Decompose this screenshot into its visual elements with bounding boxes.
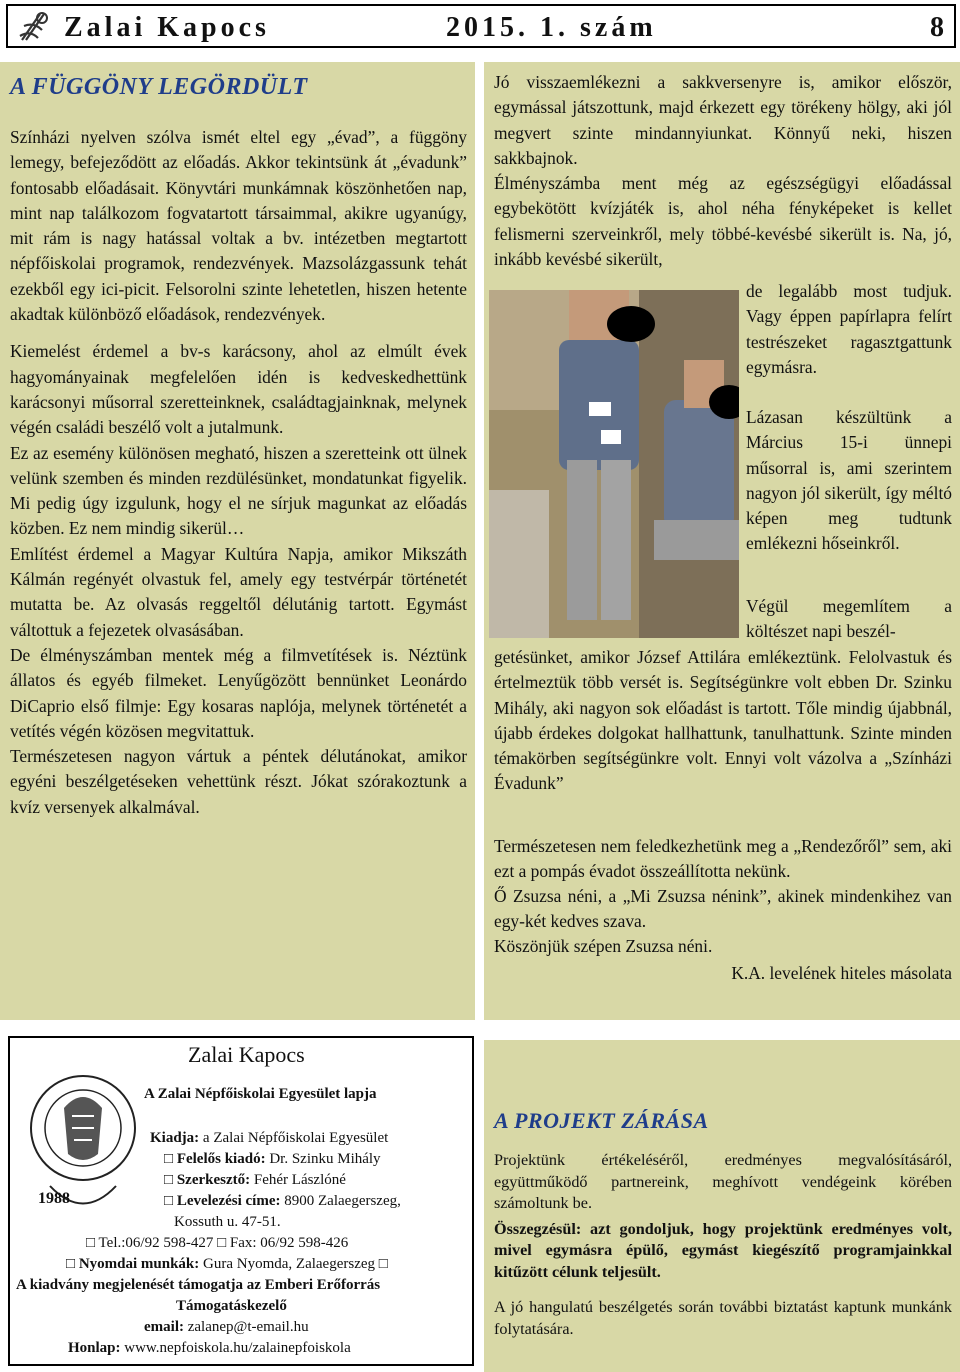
imprint-box: [8, 1036, 474, 1366]
article-paragraph: Említést érdemel a Magyar Kultúra Napja, amikor Mikszáth Kálmán regényét olvastuk fel, amely egy testvérpár történetét mutatta be. Az olvasás reggeltől délutánig tartott. Egymást váltottuk a fejezetek olvasásában.: [10, 543, 467, 640]
article-signature: K.A. levelének hiteles másolata: [731, 963, 952, 983]
page-header: [6, 4, 956, 48]
seal-year: 1988: [38, 1190, 70, 1207]
article-paragraph: Köszönjük szépen Zsuzsa néni.: [494, 936, 713, 956]
imprint-address: □ Levelezési címe: 8900 Zalaegerszeg,: [164, 1193, 401, 1209]
article-heading: A FÜGGÖNY LEGÖRDÜLT: [10, 74, 308, 100]
article-paragraph: Kiemelést érdemel a bv-s karácsony, ahol az elmúlt évek hagyományainak megfelelően idén is kedveskedhettünk karácsonyi műsorral szeretteinknek, családtagjainknak, melynek végén családi beszélő volt a jutalmunk.: [10, 341, 467, 438]
imprint-phone-fax: □ Tel.:06/92 598-427 □ Fax: 06/92 598-426: [86, 1235, 349, 1251]
article-paragraph: Élményszámba ment még az egészségügyi előadással egybekötött kvízjáték is, ahol néha fényképeket is kellet felismerni szerveinkről, mely többé-kevésbé sikerült is. Na, jó, inkább kevésbé sikerült,: [494, 173, 952, 270]
article-paragraph: Természetesen nem feledkezhetünk meg a „Rendezőről” sem, aki ezt a pompás évadot összeállította nekünk.: [494, 836, 952, 882]
imprint-responsible: □ Felelős kiadó: Dr. Szinku Mihály: [164, 1151, 381, 1167]
imprint-title: Zalai Kapocs: [188, 1042, 305, 1067]
article-paragraph: Természetesen nagyon vártuk a péntek délutánokat, amikor egyéni beszélgetéseken vehettünk részt. Jókat szórakoztunk a kvíz versenyek alkalmával.: [10, 746, 467, 817]
page-number: 8: [930, 12, 944, 43]
newspaper-logo-icon: [16, 10, 52, 44]
article-paragraph: Jó visszaemlékezni a sakkversenyre is, amikor először, egymással játszottunk, majd érkezett egy törékeny hölgy, aki jól megvert szinte mindannyiunkat. Könnyű neki, hiszen sakkbajnok.: [494, 72, 952, 168]
imprint-address-line2: Kossuth u. 47-51.: [174, 1214, 281, 1230]
imprint-printing: □ Nyomdai munkák: Gura Nyomda, Zalaegerszeg □: [66, 1256, 388, 1272]
publication-title: Zalai Kapocs: [64, 12, 270, 43]
imprint-support: A kiadvány megjelenését támogatja az Emberi Erőforrás: [16, 1277, 381, 1293]
imprint-publisher: Kiadja: a Zalai Népfőiskolai Egyesület: [150, 1130, 389, 1146]
article-left-column: [0, 62, 475, 1020]
imprint-website: Honlap: www.nepfoiskola.hu/zalainepfoiskola: [68, 1340, 351, 1356]
imprint-email: email: zalanep@t-email.hu: [144, 1319, 309, 1335]
article-paragraph: getésünket, amikor József Attilára emlékeztünk. Felolvastuk és értelmeztük több versét is. Segítségünkre volt ebben Dr. Szinku Mihály, aki nagyon sok előadást is tartott. Tőle mindig újabbnál, újabb érdekes dolgokat hallhattunk, tanulhattunk. Szinte minden témakörben segítségünkre volt. Ennyi volt vázolva a „Színházi Évadunk”: [494, 647, 952, 794]
project-paragraph: A jó hangulatú beszélgetés során további biztatást kaptunk munkánk folytatására.: [494, 1298, 952, 1338]
article-paragraph: Lázasan készültünk a Március 15-i ünnepi műsorral is, ami szerintem nagyon jól sikerült, így méltó képen meg tudtunk emlékezni hőseinkről.: [746, 407, 952, 554]
article-paragraph: De élményszámban mentek még a filmvetítések is. Néztünk állatos és egyéb filmeket. Lenyűgözött bennünket Leonárdo DiCaprio első filmje: Egy kosaras naplója, melynek történetét a vetítés végén közösen megvitattuk.: [10, 644, 467, 741]
imprint-editor: □ Szerkesztő: Fehér Lászlóné: [164, 1172, 346, 1188]
imprint-support-2: Támogatáskezelő: [176, 1298, 287, 1314]
article-paragraph: de legalább most tudjuk. Vagy éppen papírlapra felírt testrészeket ragasztgattunk egymásra.: [746, 281, 952, 377]
photo-illustration: [489, 290, 739, 638]
issue-number: 2015. 1. szám: [446, 12, 657, 43]
article-paragraph: Ez az esemény különösen megható, hiszen a szeretteink ott ülnek velünk szemben és minden rezdülésünket, mondatunkat figyelik. Mi pedig úgy izgulunk, hogy el ne sírjuk magunkat az előadás közben. Ez nem mindig sikerül…: [10, 442, 467, 539]
project-paragraph: Projektünk értékeléséről, eredményes megvalósításáról, együttműködő partnereink, meghívott vendégeink körében számoltunk be.: [494, 1151, 952, 1212]
article-paragraph: Ő Zsuzsa néni, a „Mi Zsuzsa nénink”, akinek mindenkihez van egy-két kedves szava.: [494, 886, 952, 932]
imprint-subtitle: A Zalai Népfőiskolai Egyesület lapja: [144, 1086, 377, 1102]
article-paragraph: Végül megemlítem a költészet napi beszél-: [746, 596, 952, 642]
project-closing-box: [484, 1040, 960, 1372]
event-photo: [489, 290, 739, 638]
article-paragraph: Színházi nyelven szólva ismét eltel egy „évad”, a függöny lemegy, befejeződött az előadás. Akkor tekintsünk át „évadunk” fontosabb előadásait. Könyvtári munkámnak köszönhetően nap, mint nap találkozom fogvatartott társaimmal, akikre ugyanúgy, mit rám is nagy hatással voltak a bv. intézetben megtartott népfőiskolai programok, rendezvények. Mazsolázgassunk tehát ezekből egy ici-picit. Felsorolni szinte lehetetlen, hiszen hetente akadtak különböző előadások, rendezvények.: [10, 127, 467, 325]
project-heading: A PROJEKT ZÁRÁSA: [494, 1108, 709, 1133]
association-seal-icon: [28, 1046, 138, 1246]
project-summary: Összegzésül: azt gondoljuk, hogy projektünk eredményes volt, mivel egymásra épülő, egymást kiegészítő programjainkkal kitűzött célunk teljesült.: [494, 1219, 952, 1281]
